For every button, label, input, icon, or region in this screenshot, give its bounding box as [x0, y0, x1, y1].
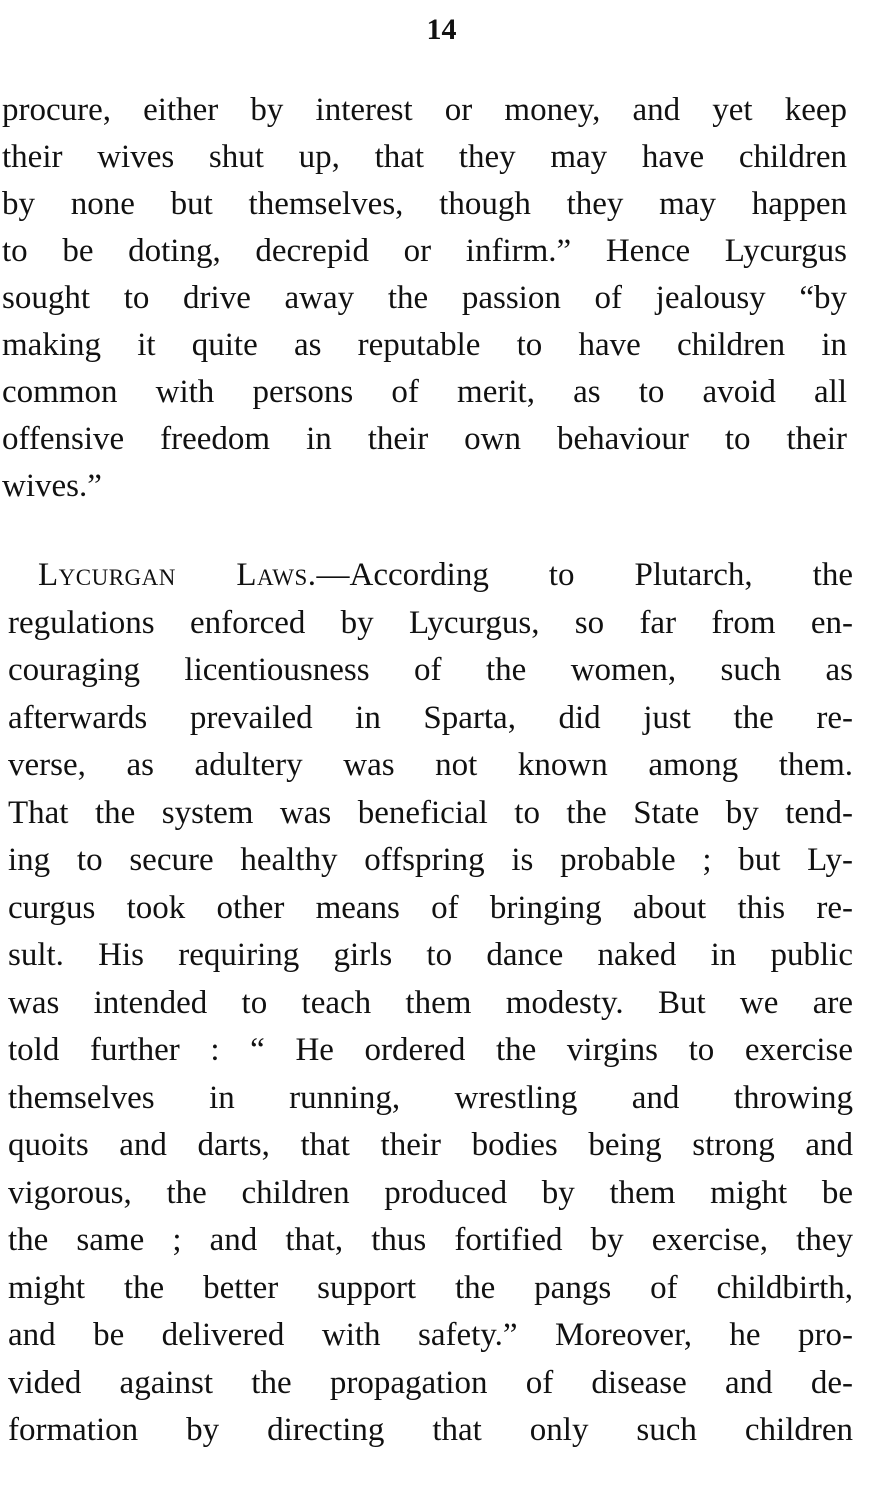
- text-line: making it quite as reputable to have children in: [2, 327, 847, 363]
- text-line: sought to drive away the passion of jealousy “by: [2, 280, 847, 316]
- text-line: afterwards prevailed in Sparta, did just the re-: [8, 700, 853, 736]
- text-line: and be delivered with safety.” Moreover, he pro-: [8, 1317, 853, 1353]
- text-line: curgus took other means of bringing about this re-: [8, 890, 853, 926]
- page-number: 14: [426, 13, 457, 46]
- text-line: verse, as adultery was not known among them.: [8, 747, 853, 783]
- text-line: couraging licentiousness of the women, such as: [8, 652, 853, 688]
- text-line: wives.”: [2, 468, 102, 504]
- text-line: sult. His requiring girls to dance naked in public: [8, 937, 853, 973]
- text-line: vided against the propagation of disease and de-: [8, 1365, 853, 1401]
- text-line: by none but themselves, though they may happen: [2, 186, 847, 222]
- text-line: formation by directing that only such children: [8, 1412, 853, 1448]
- section-heading: Lycurgan Laws.: [38, 557, 317, 593]
- heading-line-text: —According to Plutarch, the: [316, 557, 853, 593]
- text-line: was intended to teach them modesty. But we are: [8, 985, 853, 1021]
- text-line: might the better support the pangs of childbirth,: [8, 1270, 853, 1306]
- text-line: vigorous, the children produced by them might be: [8, 1175, 853, 1211]
- text-line: their wives shut up, that they may have children: [2, 139, 847, 175]
- text-line: common with persons of merit, as to avoid all: [2, 374, 847, 410]
- text-line: regulations enforced by Lycurgus, so far from en-: [8, 605, 853, 641]
- text-line: the same ; and that, thus fortified by exercise, they: [8, 1222, 853, 1258]
- text-line: quoits and darts, that their bodies being strong and: [8, 1127, 853, 1163]
- text-line: That the system was beneficial to the State by tend-: [8, 795, 853, 831]
- text-line: to be doting, decrepid or infirm.” Hence Lycurgus: [2, 233, 847, 269]
- text-line: themselves in running, wrestling and throwing: [8, 1080, 853, 1116]
- text-line: procure, either by interest or money, and yet keep: [2, 92, 847, 128]
- text-line: told further : “ He ordered the virgins to exercise: [8, 1032, 853, 1068]
- text-line: offensive freedom in their own behaviour to their: [2, 421, 847, 457]
- text-line: [38, 553, 853, 597]
- text-line: ing to secure healthy offspring is probable ; but Ly-: [8, 842, 853, 878]
